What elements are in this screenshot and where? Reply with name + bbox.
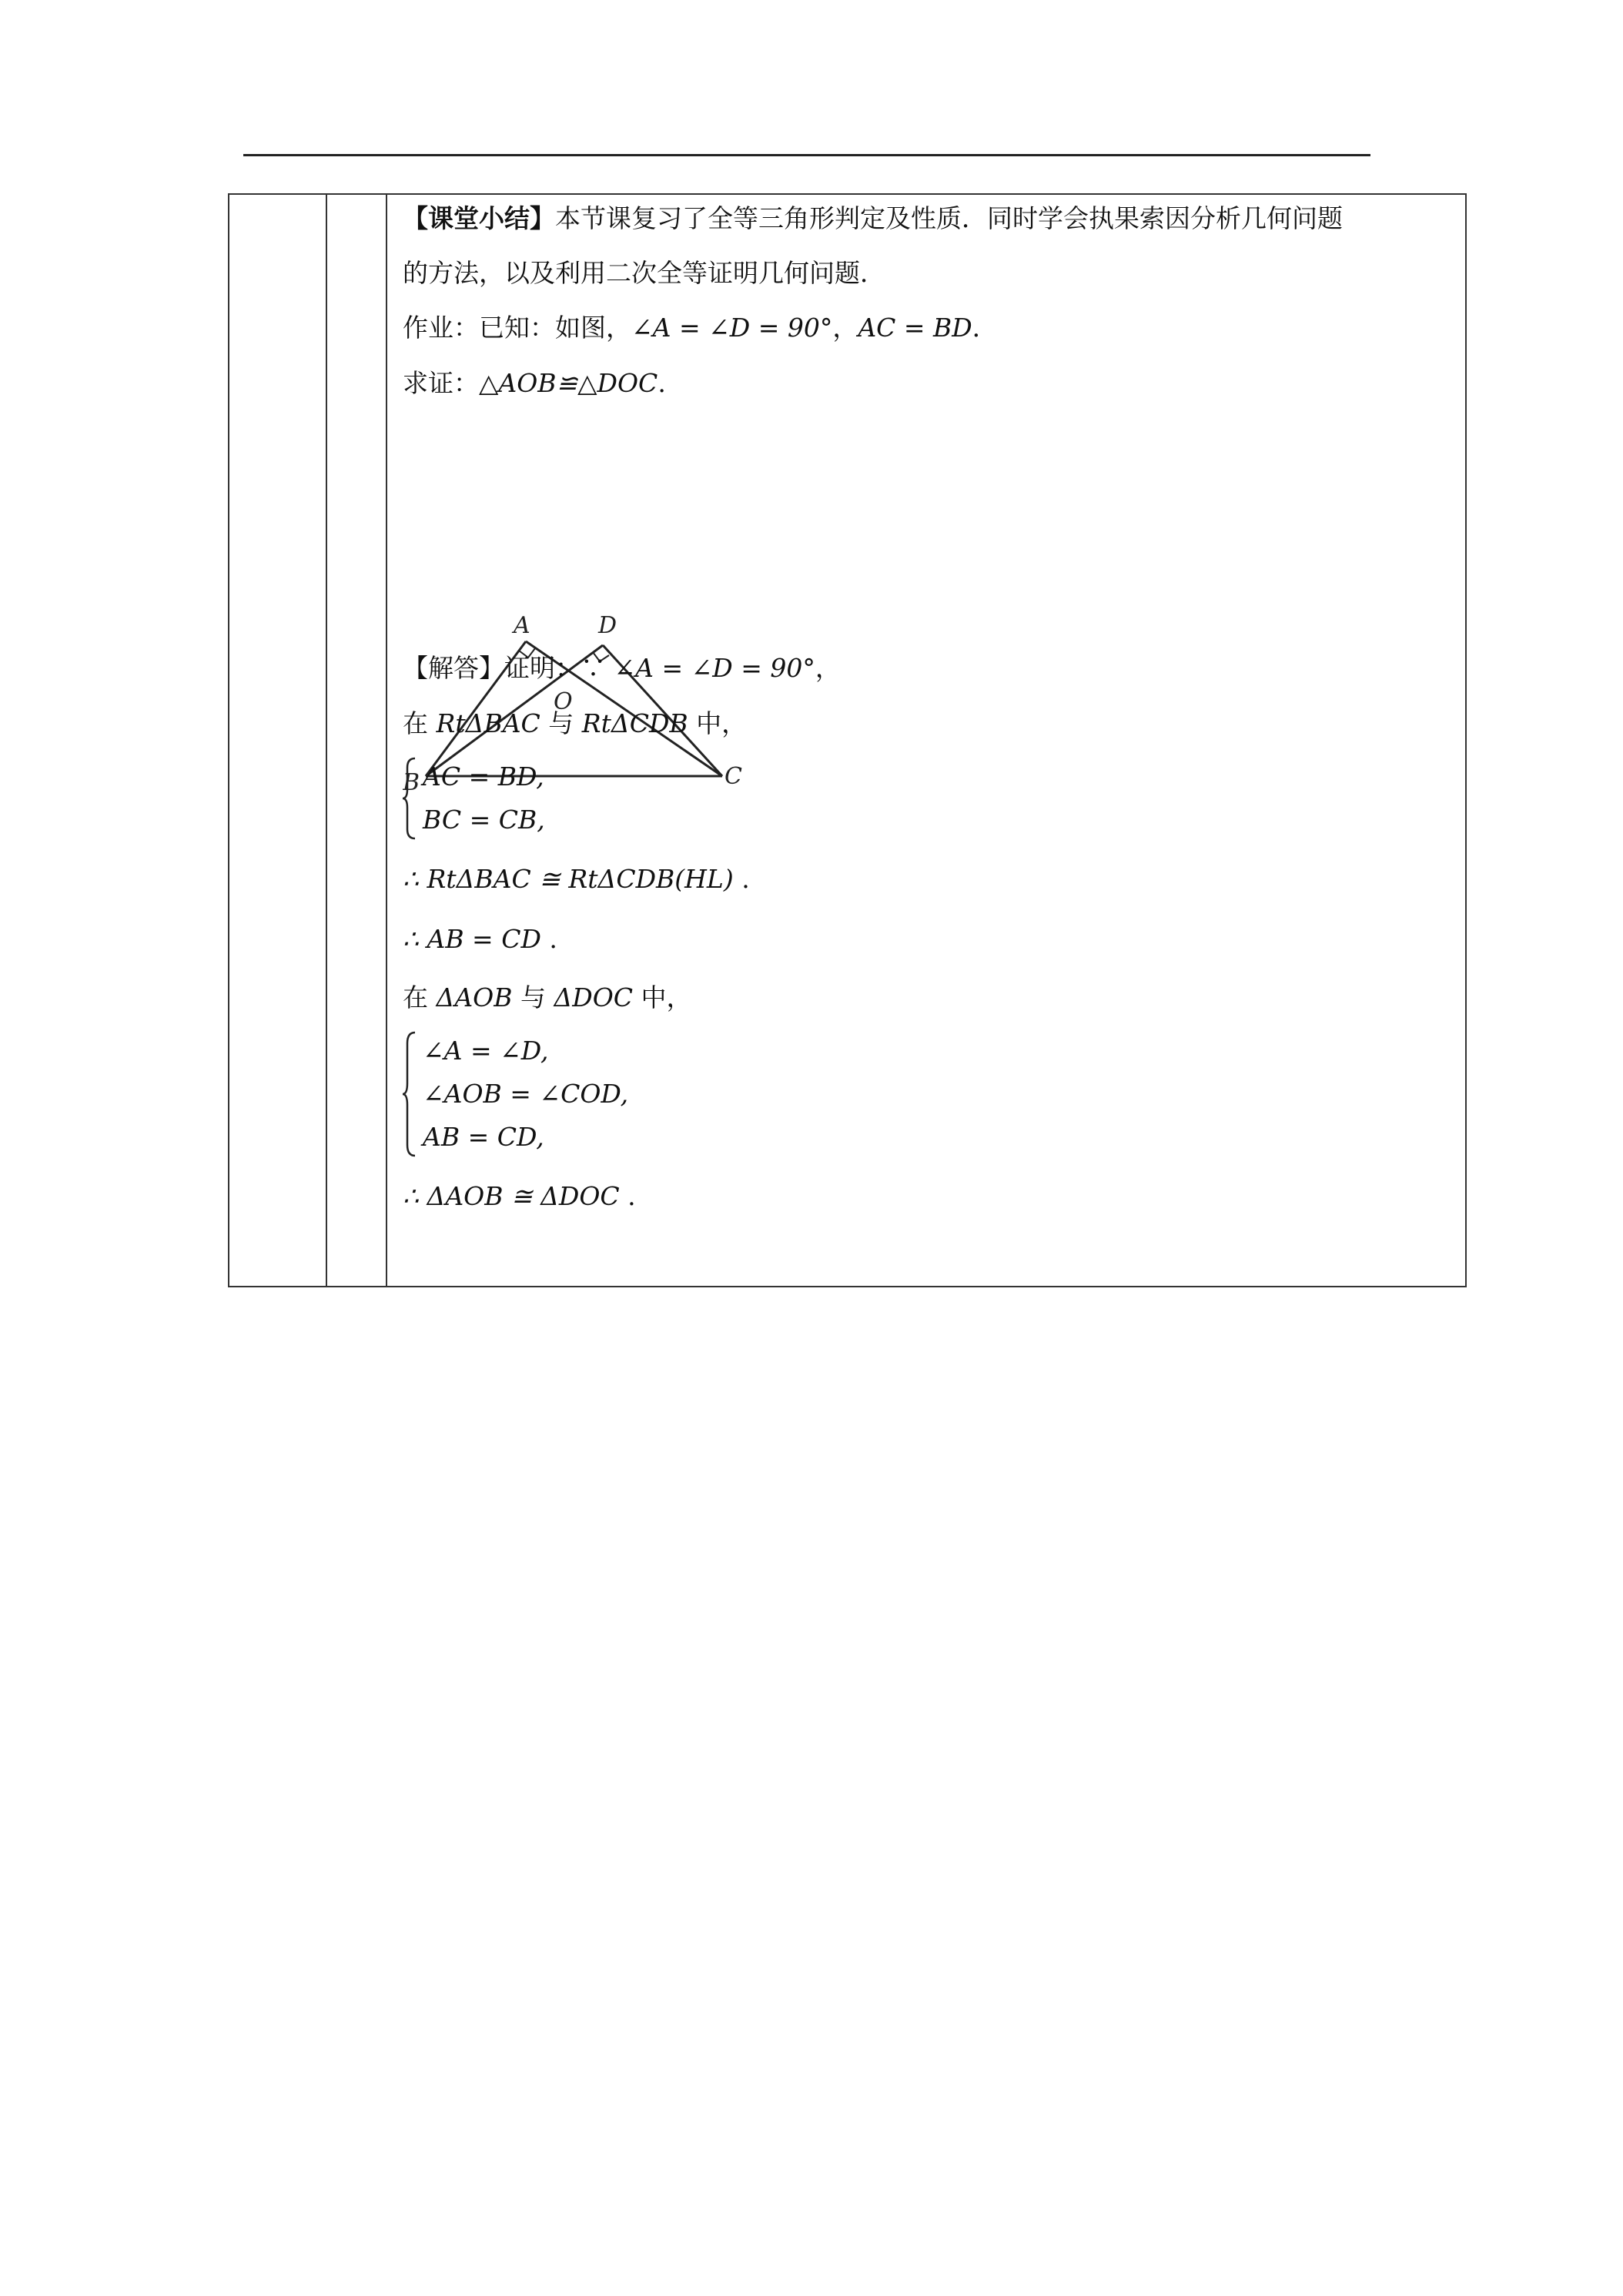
homework-prove: 求证：△AOB≌△DOC. [403, 368, 666, 398]
label-o: O [554, 688, 573, 715]
summary-line-2 [403, 260, 885, 286]
system-row: ∠AOB = ∠COD, [423, 1079, 629, 1109]
label-b: B [403, 769, 420, 796]
table-column-divider [386, 195, 387, 1286]
triangle-figure [403, 414, 749, 799]
solution-line-6: ∴ ΔAOB ≅ ΔDOC . [403, 1181, 636, 1211]
solution-line-3: ∴ RtΔBAC ≅ RtΔCDB(HL) . [403, 864, 750, 894]
header-rule [243, 154, 1370, 156]
summary-line-1 [403, 203, 1343, 233]
system-rows [423, 1029, 628, 1159]
prove-statement: △AOB≌△DOC [479, 368, 658, 398]
left-brace [403, 755, 417, 842]
lesson-table [228, 193, 1467, 1287]
label-d: D [598, 612, 617, 639]
system-row: AC = BD, [423, 761, 544, 792]
system-row: AB = CD, [423, 1122, 544, 1152]
solution-line-4: ∴ AB = CD . [403, 924, 557, 954]
system-rows [423, 755, 545, 842]
solution-heading: 【解答】 [403, 653, 504, 683]
lesson-content-cell [403, 195, 1457, 1286]
label-c: C [724, 763, 742, 790]
summary-text: 本节课复习了全等三角形判定及性质．同时学会执果索因分析几何问题 [555, 203, 1343, 233]
summary-heading: 【课堂小结】 [403, 203, 555, 233]
given-condition-angles: ∠A = ∠D = 90° [631, 313, 833, 343]
system-row: ∠A = ∠D, [423, 1036, 549, 1066]
solution-line-2: 在 RtΔBAC 与 RtΔCDB 中， [403, 708, 748, 738]
summary-text: 的方法，以及利用二次全等证明几何问题． [403, 258, 885, 288]
system-row: BC = CB, [423, 805, 545, 835]
solution-line-5: 在 ΔAOB 与 ΔDOC 中， [403, 982, 692, 1012]
solution-line-1: 【解答】证明：∵ ∠A = ∠D = 90°， [403, 653, 841, 683]
table-column-divider [326, 195, 327, 1286]
left-brace [403, 1029, 417, 1159]
given-condition-sides: AC = BD [858, 313, 972, 343]
label-a: A [514, 612, 530, 639]
homework-given: 作业：已知：如图，∠A = ∠D = 90°，AC = BD． [403, 313, 998, 343]
